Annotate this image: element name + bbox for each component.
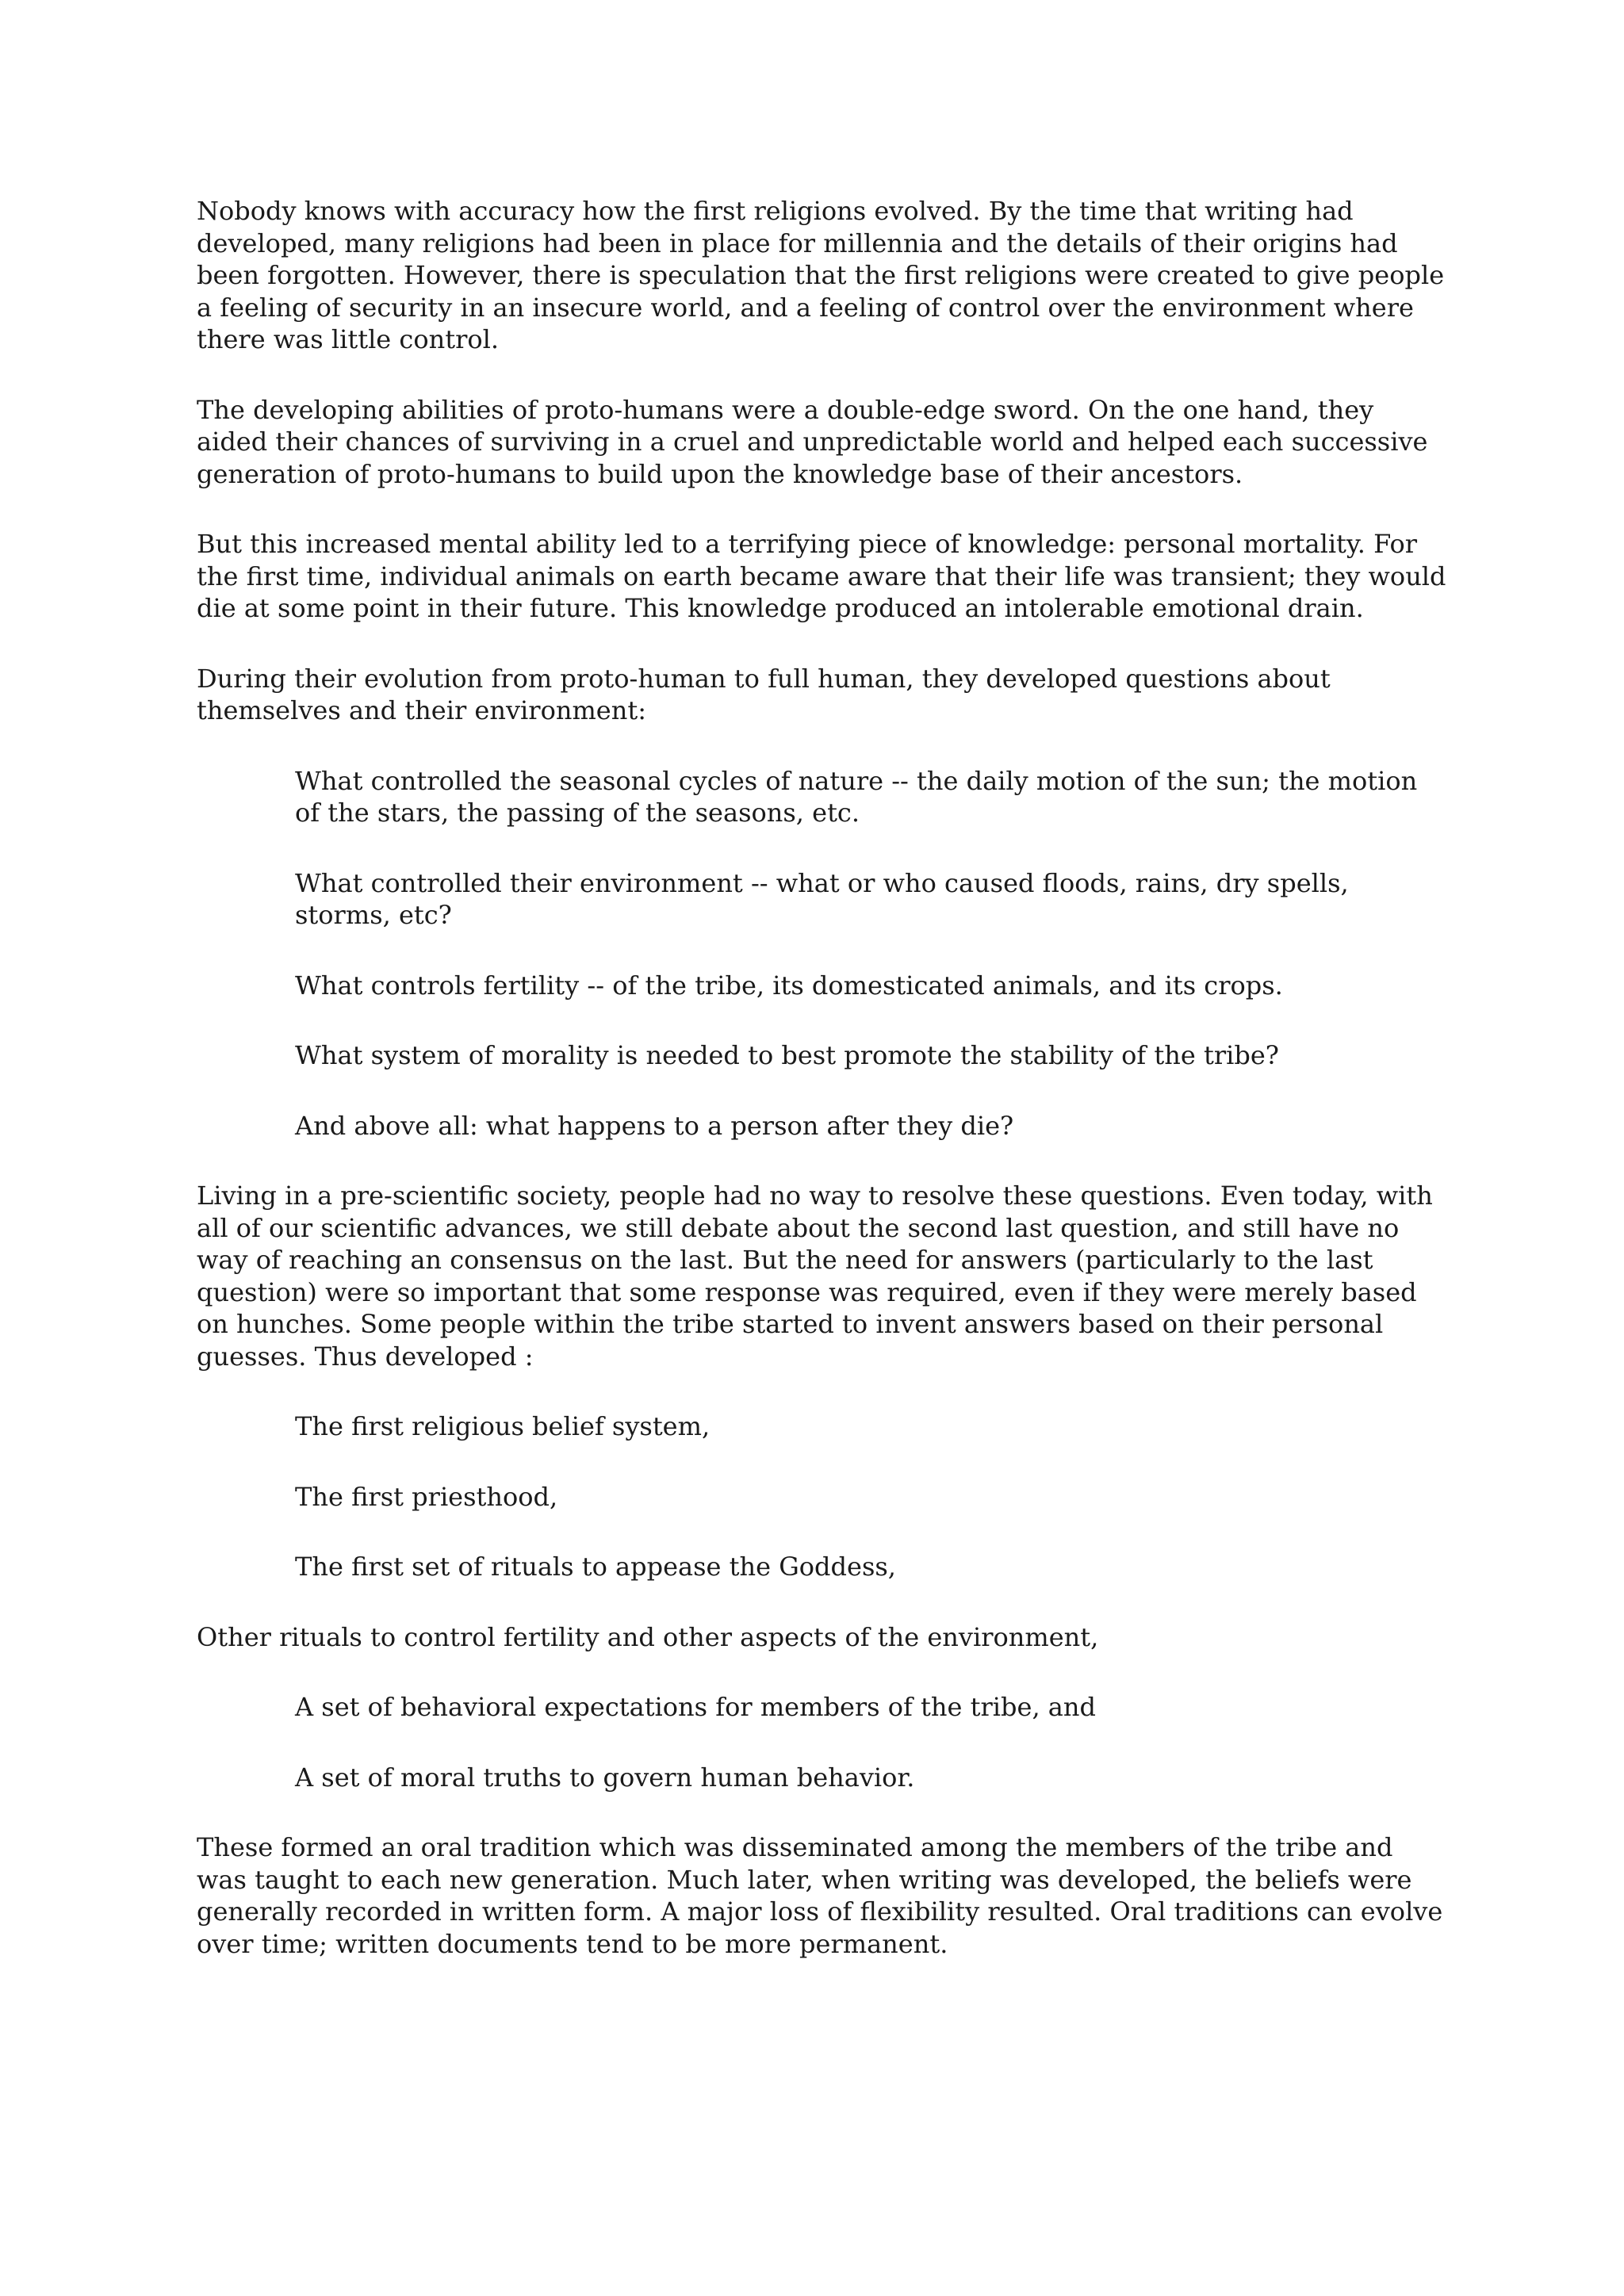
paragraph-origins: Nobody knows with accuracy how the first religions evolved. By the time that writing had developed, many religions had been in place for millennia and the details of their origins had been forgotten. However, there is speculation that the first religions were created to give people a feeling of security in an insecure world, and a feeling of control over the environment where there was little control. [197, 196, 1445, 354]
paragraph-oral-tradition: These formed an oral tradition which was disseminated among the members of the tribe and was taught to each new generation. Much later, when writing was developed, the beliefs were generally recorded in written form. A major loss of flexibility resulted. Oral traditions can evolve over time; written documents tend to be more permanent. [197, 1832, 1443, 1959]
paragraph-proto-humans: The developing abilities of proto-humans were a double-edge sword. On the one hand, they aided their chances of surviving in a cruel and unpredictable world and helped each successive generation of proto-humans to build upon the knowledge base of their ancestors. [197, 394, 1428, 489]
list-item-belief-system: The first religious belief system, [295, 1411, 710, 1441]
list-item-priesthood: The first priesthood, [295, 1481, 558, 1512]
question-morality: What system of morality is needed to best promote the stability of the tribe? [295, 1040, 1279, 1070]
paragraph-questions-intro: During their evolution from proto-human to full human, they developed questions about themselves and their environment: [197, 663, 1331, 725]
list-item-rituals-fertility: Other rituals to control fertility and other aspects of the environment, [197, 1621, 1099, 1652]
list-item-behavioral-expectations: A set of behavioral expectations for members of the tribe, and [295, 1692, 1096, 1722]
question-afterlife: And above all: what happens to a person after they die? [295, 1110, 1014, 1141]
question-seasonal-cycles: What controlled the seasonal cycles of nature -- the daily motion of the sun; the motion of the stars, the passing of the seasons, etc. [295, 765, 1418, 828]
list-item-rituals-goddess: The first set of rituals to appease the Goddess, [295, 1552, 896, 1582]
list-item-moral-truths: A set of moral truths to govern human behavior. [295, 1762, 915, 1793]
paragraph-mortality: But this increased mental ability led to a terrifying piece of knowledge: personal mortality. For the first time, individual animals on earth became aware that their life was transient; they would die at some point in their future. This knowledge produced an intolerable emotional drain. [197, 529, 1446, 623]
document-body [197, 195, 1450, 1998]
paragraph-pre-scientific: Living in a pre-scientific society, people had no way to resolve these questions. Even today, with all of our scientific advances, we still debate about the second last question, and still have no way of reaching an consensus on the last. But the need for answers (particularly to the last question) were so important that some response was required, even if they were merely based on hunches. Some people within the tribe started to invent answers based on their personal guesses. Thus developed : [197, 1181, 1433, 1372]
question-environment: What controlled their environment -- what or who caused floods, rains, dry spells, storms, etc? [295, 867, 1349, 930]
question-fertility: What controls fertility -- of the tribe, its domesticated animals, and its crops. [295, 970, 1283, 1001]
